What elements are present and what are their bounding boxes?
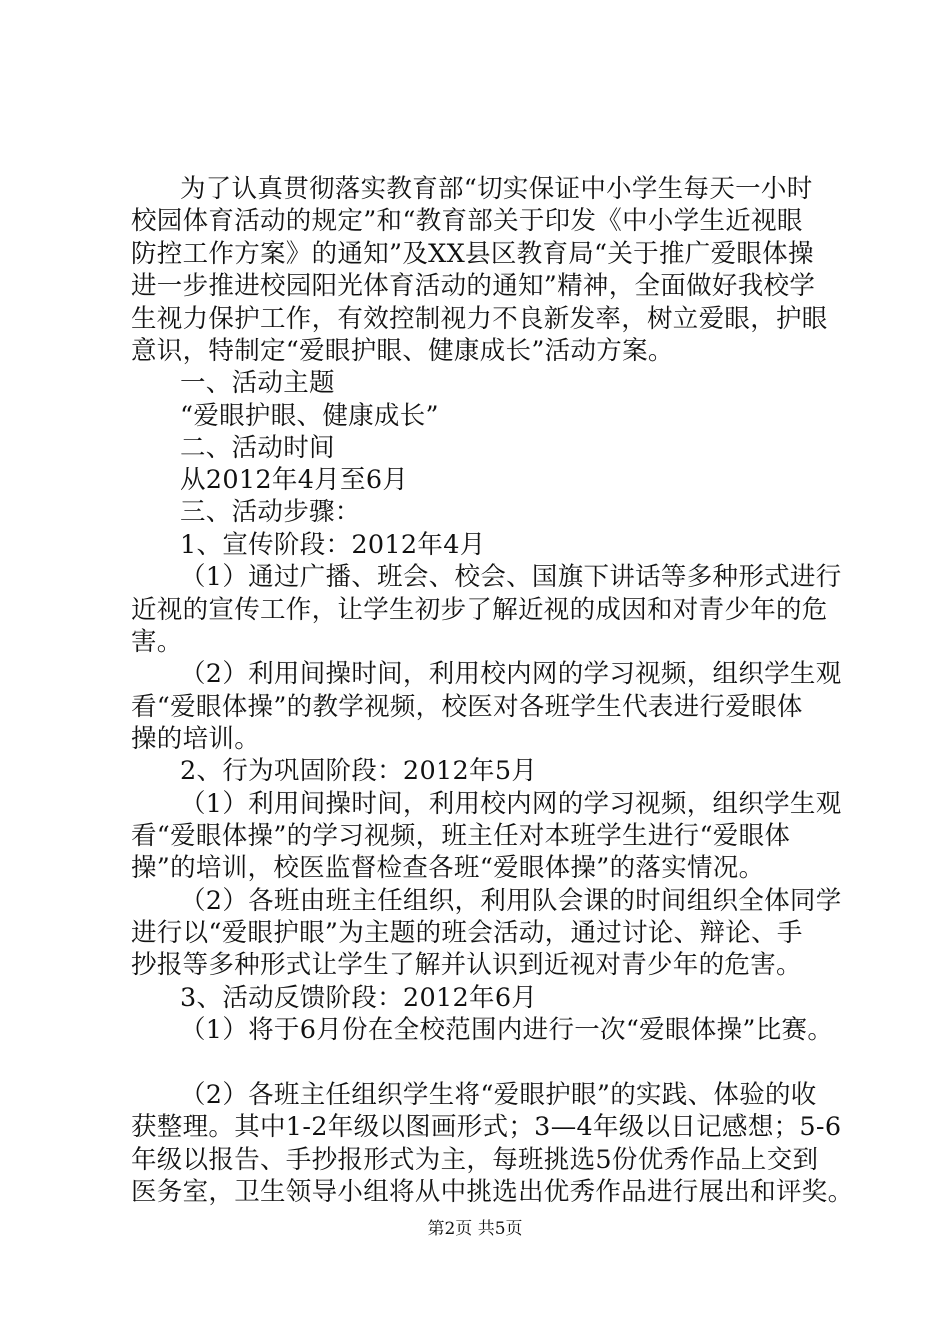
paragraph-intro-line-4: 进一步推进校园阳光体育活动的通知”精神，全面做好我校学 [131, 271, 816, 301]
step-2-item-2-line-1: （2）各班由班主任组织，利用队会课的时间组织全体同学 [180, 886, 842, 916]
step-2-item-2-line-3: 抄报等多种形式让学生了解并认识到近视对青少年的危害。 [131, 950, 802, 980]
section-heading-time: 二、活动时间 [180, 433, 335, 463]
page-number: 第2页 共5页 [427, 1219, 523, 1239]
step-1-item-2-line-1: （2）利用间操时间，利用校内网的学习视频，组织学生观 [180, 659, 842, 689]
paragraph-intro-line-5: 生视力保护工作，有效控制视力不良新发率，树立爱眼，护眼 [131, 304, 828, 334]
step-3-heading: 3、活动反馈阶段：2012年6月 [180, 983, 538, 1013]
step-2-item-1-line-3: 操”的培训，校医监督检查各班“爱眼体操”的落实情况。 [131, 853, 765, 883]
step-3-item-1-line-1: （1）将于6月份在全校范围内进行一次“爱眼体操”比赛。 [180, 1015, 834, 1045]
step-1-item-1-line-3: 害。 [131, 627, 183, 657]
step-2-heading: 2、行为巩固阶段：2012年5月 [180, 756, 538, 786]
step-1-item-1-line-2: 近视的宣传工作，让学生初步了解近视的成因和对青少年的危 [131, 595, 828, 625]
step-2-item-1-line-2: 看“爱眼体操”的学习视频，班主任对本班学生进行“爱眼体 [131, 821, 791, 851]
paragraph-intro-line-6: 意识，特制定“爱眼护眼、健康成长”活动方案。 [131, 336, 674, 366]
step-3-item-2-line-2: 获整理。其中1-2年级以图画形式；3—4年级以日记感想；5-6 [131, 1112, 842, 1142]
time-text: 从2012年4月至6月 [180, 465, 409, 495]
step-3-item-2-line-4: 医务室，卫生领导小组将从中挑选出优秀作品进行展出和评奖。 [131, 1177, 854, 1207]
step-1-item-2-line-3: 操的培训。 [131, 724, 261, 754]
section-heading-steps: 三、活动步骤： [180, 497, 361, 527]
step-1-item-2-line-2: 看“爱眼体操”的教学视频，校医对各班学生代表进行爱眼体 [131, 692, 803, 722]
step-3-item-2-line-1: （2）各班主任组织学生将“爱眼护眼”的实践、体验的收 [180, 1080, 817, 1110]
step-1-item-1-line-1: （1）通过广播、班会、校会、国旗下讲话等多种形式进行 [180, 562, 842, 592]
paragraph-intro-line-3: 防控工作方案》的通知”及XX县区教育局“关于推广爱眼体操 [131, 239, 814, 269]
theme-text: “爱眼护眼、健康成长” [180, 401, 439, 431]
step-2-item-2-line-2: 进行以“爱眼护眼”为主题的班会活动，通过讨论、辩论、手 [131, 918, 803, 948]
paragraph-intro-line-1: 为了认真贯彻落实教育部“切实保证中小学生每天一小时 [180, 174, 813, 204]
step-1-heading: 1、宣传阶段：2012年4月 [180, 530, 486, 560]
paragraph-intro-line-2: 校园体育活动的规定”和“教育部关于印发《中小学生近视眼 [131, 206, 803, 236]
step-3-item-2-line-3: 年级以报告、手抄报形式为主，每班挑选5份优秀作品上交到 [131, 1145, 819, 1175]
step-2-item-1-line-1: （1）利用间操时间，利用校内网的学习视频，组织学生观 [180, 789, 842, 819]
section-heading-theme: 一、活动主题 [180, 368, 335, 398]
